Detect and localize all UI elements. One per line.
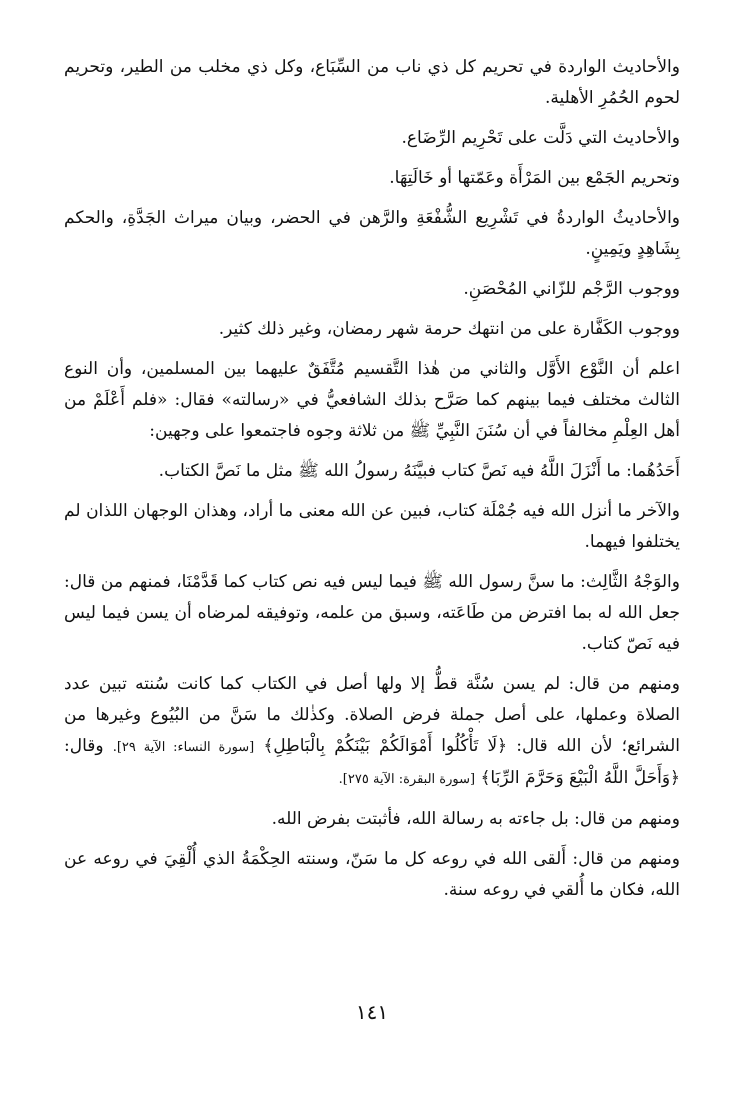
- paragraph-9: والآخر ما أنزل الله فيه جُمْلَة كتاب، فبين عن الله معنى ما أراد، وهذان الوجهان اللذان لم يختلفوا فيهما.: [64, 501, 680, 552]
- paragraph-11: [64, 669, 680, 795]
- quran-reference-1: [سورة النساء: الآية ٢٩].: [112, 740, 255, 755]
- paragraph-3: وتحريم الجَمْع بين المَرْأَة وعَمّتها أو خَالَتِهَا.: [389, 168, 680, 188]
- paragraph-7: اعلم أن النَّوْع الأَوَّل والثاني من هٰذا التَّقسيم مُتَّفَقٌ عليهما بين المسلمين، وأن النوع الثالث مختلف فيما بينهم كما صَرَّح بذلك الشافعيُّ في «رسالته» فقال: «فلم أَعْلَمْ من أهل العِلْمِ مخالفاً في أن سُنَنَ النَّبِيِّ ﷺ من ثلاثة وجوه فاجتمعوا على وجهين:: [64, 359, 680, 441]
- page-number: ١٤١: [355, 1000, 389, 1024]
- paragraph-6: ووجوب الكَفَّارة على من انتهك حرمة شهر رمضان، وغير ذلك كثير.: [218, 319, 680, 339]
- paragraph-1: والأحاديث الواردة في تحريم كل ذي ناب من السِّبَاع، وكل ذي مخلب من الطير، وتحريم لحوم الحُمُرِ الأهلية.: [64, 57, 680, 108]
- paragraph-2: والأحاديث التي دَلَّت على تَحْرِيم الرِّضَاع.: [401, 128, 680, 148]
- paragraph-11-text: ومنهم من قال: لم يسن سُنَّة قطُّ إلا ولها أصل في الكتاب كما كانت سُنته تبين عدد الصلاة وعملها، على أصل جملة فرض الصلاة. وكذٰلك ما سَنَّ من البُيُوع وغيرها من الشرائع؛ لأن الله قال: ﴿لَا تَأْكُلُوا أَمْوَالَكُمْ بَيْنَكُمْ بِالْبَاطِلِ﴾: [64, 674, 681, 756]
- paragraph-13: ومنهم من قال: أَلقى الله في روعه كل ما سَنّ، وسنته الحِكْمَةُ الذي أُلْقِيَ في روعه عن الله، فكان ما أُلقي في روعه سنة.: [64, 849, 680, 900]
- quran-reference-2: [سورة البقرة: الآية ٢٧٥].: [338, 772, 476, 787]
- paragraph-4: والأحاديثُ الواردةُ في تَشْرِيع الشُّفْعَةِ والرَّهن في الحضر، وبيان ميراث الجَدَّةِ، والحكم بِشَاهِدٍ ويَمِينٍ.: [64, 208, 680, 259]
- paragraph-8: أَحَدُهُما: ما أَنْزَلَ اللَّهُ فيه نَصَّ كتاب فبيَّنَهُ رسولُ الله ﷺ مثل ما نَصَّ الكتاب.: [158, 461, 680, 481]
- paragraph-12: ومنهم من قال: بل جاءته به رسالة الله، فأثبتت بفرض الله.: [271, 809, 680, 829]
- paragraph-10: والوَجْهُ الثَّالِث: ما سنَّ رسول الله ﷺ فيما ليس فيه نص كتاب كما قَدَّمْنَا، فمنهم من قال: جعل الله له بما افترض من طَاعَته، وسبق من علمه، وتوفيقه لمرضاه أن يسن فيما ليس فيه نَصّ كتاب.: [64, 572, 680, 654]
- paragraph-11-text-2: وقال: ﴿وَأَحَلَّ اللَّهُ الْبَيْعَ وَحَرَّمَ الرِّبَا﴾: [64, 736, 680, 788]
- paragraph-5: ووجوب الرَّجْم للزّاني المُحْصَنِ.: [463, 279, 680, 299]
